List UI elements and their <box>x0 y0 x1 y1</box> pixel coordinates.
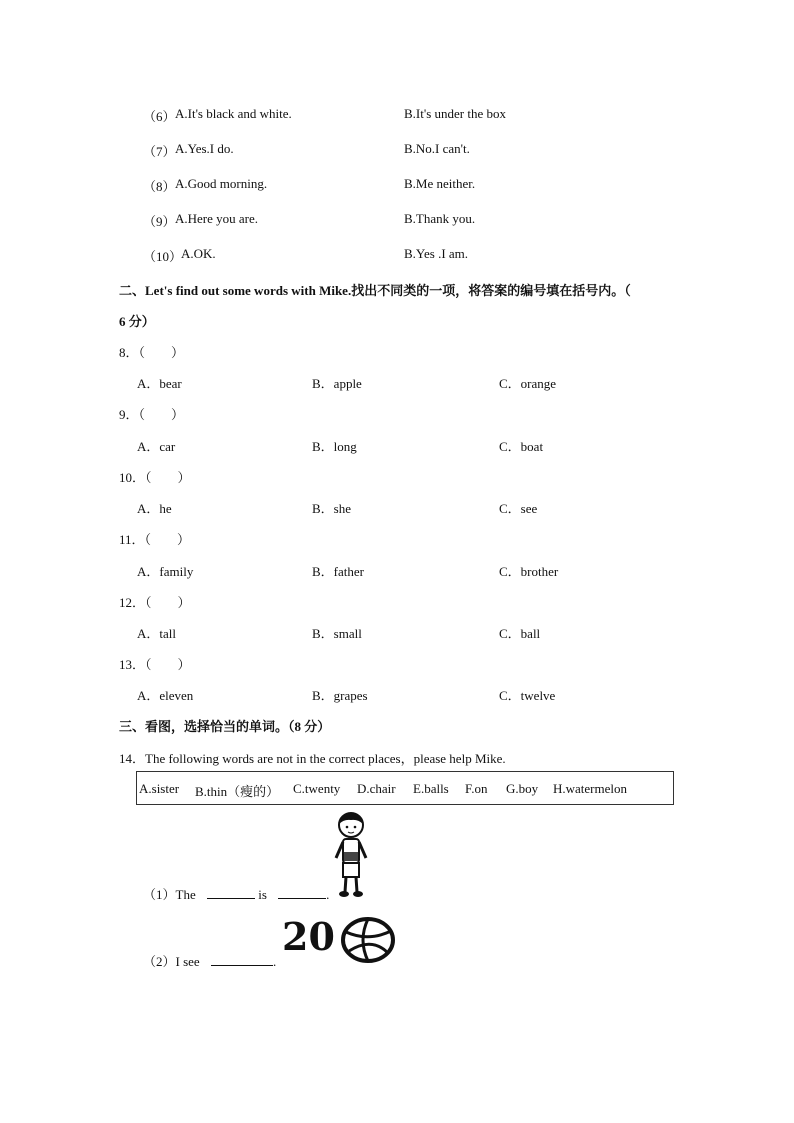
answer-blank-1a[interactable] <box>207 887 255 899</box>
word-bank-item: D.chair <box>357 781 396 796</box>
number-twenty-picture: 20 <box>282 914 335 959</box>
question-10-option-b: B．she <box>312 501 352 516</box>
question-11-number: 11．（ ） <box>119 532 191 547</box>
question-11-option-c: C．brother <box>499 564 559 579</box>
q-row-8-option-a: A.Good morning. <box>175 176 268 191</box>
question-12-number: 12．（ ） <box>119 595 191 610</box>
question-13-option-b: B．grapes <box>312 688 368 703</box>
q-row-9-num: （9） <box>143 214 176 229</box>
question-12-option-c: C．ball <box>499 626 541 641</box>
q-row-6-num: （6） <box>143 109 176 124</box>
question-14-instruction: 14．The following words are not in the correct places，please help Mike. <box>119 751 506 766</box>
q-row-10-option-a: A.OK. <box>181 246 216 261</box>
question-13-number: 13．（ ） <box>119 657 191 672</box>
q-row-10-num: （10） <box>143 249 183 264</box>
question-9-option-b: B．long <box>312 439 357 454</box>
section-2-heading-cont: 6 分） <box>119 314 155 329</box>
word-bank-item: H.watermelon <box>553 781 628 796</box>
word-bank-item: B.thin（瘦的） <box>195 784 280 799</box>
answer-blank-1b[interactable] <box>278 887 326 899</box>
ball-icon <box>341 917 395 963</box>
word-bank-box <box>136 771 674 805</box>
question-13-option-a: A．eleven <box>137 688 194 703</box>
question-9-number: 9．（ ） <box>119 407 185 422</box>
question-12-option-b: B．small <box>312 626 362 641</box>
question-11-option-a: A．family <box>137 564 194 579</box>
question-8-number: 8．（ ） <box>119 345 185 360</box>
question-12-option-a: A．tall <box>137 626 176 641</box>
q-row-8-option-b: B.Me neither. <box>404 176 476 191</box>
thin-boy-picture <box>330 812 372 898</box>
sentence-2-period: . <box>272 954 277 969</box>
q-row-7-num: （7） <box>143 144 176 159</box>
word-bank-item: A.sister <box>139 781 180 796</box>
q-row-10-option-b: B.Yes .I am. <box>404 246 469 261</box>
sentence-2-start: （2）I see <box>143 954 200 969</box>
sentence-1-period: . <box>326 887 330 902</box>
sentence-1-is: is <box>258 887 267 902</box>
section-2-heading: 二、Let's find out some words with Mike.找出不同类的一项，将答案的编号填在括号内。（ <box>119 283 631 298</box>
q-row-9-option-b: B.Thank you. <box>404 211 476 226</box>
question-8-option-b: B．apple <box>312 376 362 391</box>
question-10-option-c: C．see <box>499 501 538 516</box>
sentence-1-start: （1）The <box>143 887 196 902</box>
sentence-2 <box>143 951 276 970</box>
word-bank-item: G.boy <box>506 781 539 796</box>
q-row-9-option-a: A.Here you are. <box>175 211 259 226</box>
q-row-8-num: （8） <box>143 179 176 194</box>
q-row-6-option-a: A.It's black and white. <box>175 106 292 121</box>
q-row-7-option-a: A.Yes.I do. <box>175 141 234 156</box>
question-9-option-c: C．boat <box>499 439 544 454</box>
question-8-option-a: A．bear <box>137 376 182 391</box>
sentence-1 <box>143 884 329 903</box>
word-bank-item: C.twenty <box>293 781 341 796</box>
word-bank-item: F.on <box>465 781 488 796</box>
answer-blank-2[interactable] <box>211 954 273 966</box>
question-13-option-c: C．twelve <box>499 688 556 703</box>
word-bank-item: E.balls <box>413 781 449 796</box>
question-10-option-a: A．he <box>137 501 172 516</box>
q-row-6-option-b: B.It's under the box <box>404 106 506 121</box>
section-3-heading: 三、看图，选择恰当的单词。（8 分） <box>119 719 331 734</box>
question-9-option-a: A．car <box>137 439 176 454</box>
q-row-7-option-b: B.No.I can't. <box>404 141 470 156</box>
question-8-option-c: C．orange <box>499 376 557 391</box>
question-10-number: 10．（ ） <box>119 470 191 485</box>
question-11-option-b: B．father <box>312 564 364 579</box>
